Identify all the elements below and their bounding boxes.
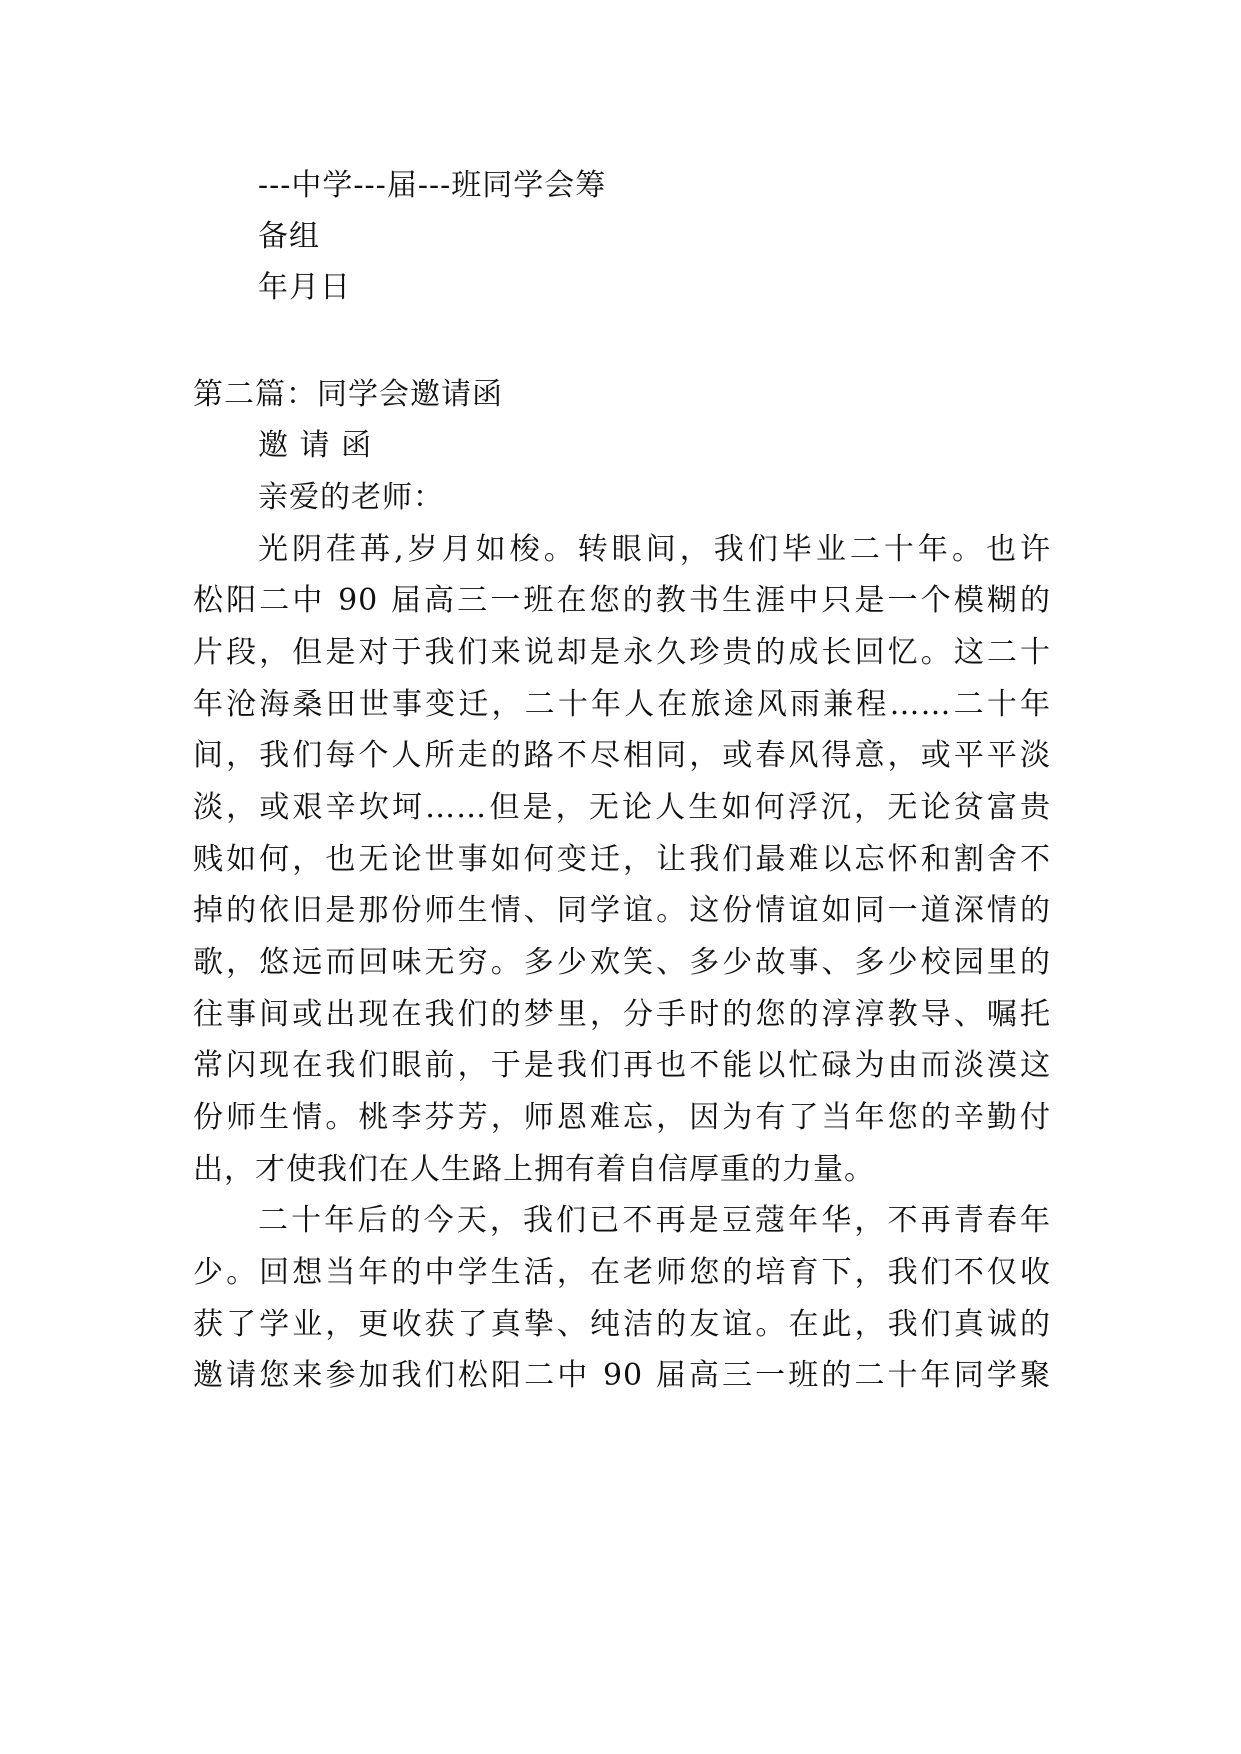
letter-title: 邀 请 函 <box>258 428 373 463</box>
organizer-line-2: 备组 <box>258 219 320 254</box>
organizer-line-1: ---中学---届---班同学会筹 <box>258 168 607 203</box>
paragraph1-line: 掉的依旧是那份师生情、同学谊。这份情谊如同一道深情的 <box>193 893 1051 928</box>
paragraph1-line: 贱如何，也无论世事如何变迁，让我们最难以忘怀和割舍不 <box>193 842 1051 877</box>
paragraph1-line: 往事间或出现在我们的梦里，分手时的您的淳淳教导、嘱托 <box>193 997 1051 1032</box>
paragraph1-line: 间，我们每个人所走的路不尽相同，或春风得意，或平平淡 <box>193 738 1051 773</box>
paragraph1-line: 歌，悠远而回味无穷。多少欢笑、多少故事、多少校园里的 <box>193 945 1051 980</box>
paragraph2-line: 邀请您来参加我们松阳二中 90 届高三一班的二十年同学聚 <box>193 1358 1051 1393</box>
paragraph1-line: 片段，但是对于我们来说却是永久珍贵的成长回忆。这二十 <box>193 635 1051 670</box>
paragraph2-line: 获了学业，更收获了真挚、纯洁的友谊。在此，我们真诚的 <box>193 1307 1051 1342</box>
paragraph1-line: 松阳二中 90 届高三一班在您的教书生涯中只是一个模糊的 <box>193 583 1051 618</box>
date-line: 年月日 <box>258 270 351 305</box>
paragraph1-line: 年沧海桑田世事变迁，二十年人在旅途风雨兼程……二十年 <box>193 687 1051 722</box>
section-heading: 第二篇：同学会邀请函 <box>193 377 503 412</box>
paragraph1-line: 份师生情。桃李芬芳，师恩难忘，因为有了当年您的辛勤付 <box>193 1100 1051 1135</box>
paragraph1-line: 常闪现在我们眼前，于是我们再也不能以忙碌为由而淡漠这 <box>193 1048 1051 1083</box>
paragraph2-line: 少。回想当年的中学生活，在老师您的培育下，我们不仅收 <box>193 1255 1051 1290</box>
salutation: 亲爱的老师： <box>258 480 444 515</box>
paragraph2-line: 二十年后的今天，我们已不再是豆蔻年华，不再青春年 <box>258 1203 1051 1238</box>
paragraph1-line: 淡，或艰辛坎坷……但是，无论人生如何浮沉，无论贫富贵 <box>193 790 1051 825</box>
paragraph1-line: 出，才使我们在人生路上拥有着自信厚重的力量。 <box>193 1152 875 1187</box>
paragraph1-line: 光阴荏苒,岁月如梭。转眼间，我们毕业二十年。也许 <box>258 532 1051 567</box>
